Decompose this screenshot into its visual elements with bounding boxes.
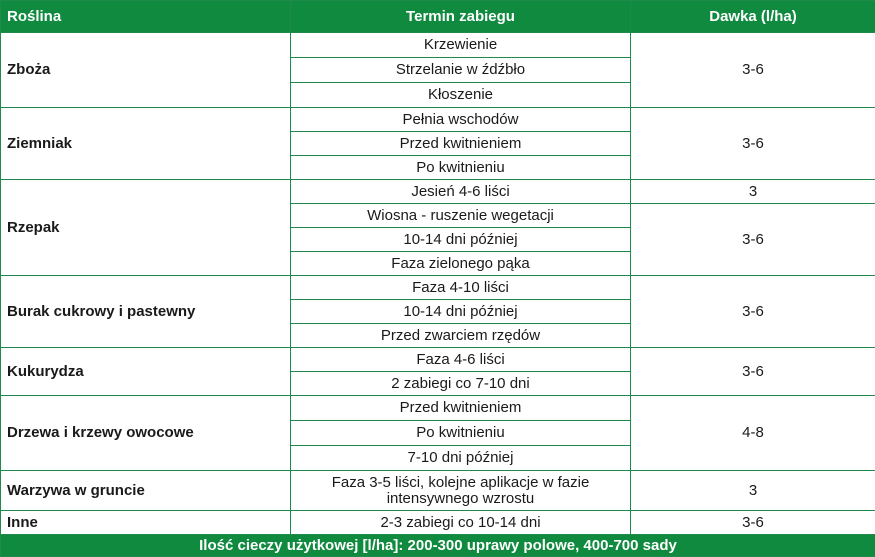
treatment-term: Po kwitnieniu <box>291 421 631 446</box>
treatment-term: 2 zabiegi co 7-10 dni <box>291 372 631 396</box>
dose-value: 3-6 <box>631 276 875 348</box>
dose-value: 3 <box>631 180 875 204</box>
table-header-row <box>1 1 875 33</box>
table-row <box>1 348 875 372</box>
treatment-term: 10-14 dni później <box>291 228 631 252</box>
table-row <box>1 180 875 204</box>
plant-name: Ziemniak <box>1 108 291 180</box>
treatment-term: 7-10 dni później <box>291 446 631 471</box>
dose-value: 3-6 <box>631 511 875 535</box>
treatment-term: Przed zwarciem rzędów <box>291 324 631 348</box>
treatment-term: Jesień 4-6 liści <box>291 180 631 204</box>
spray-volume-note: Ilość cieczy użytkowej [l/ha]: 200-300 uprawy polowe, 400-700 sady <box>1 535 875 557</box>
treatment-term: Przed kwitnieniem <box>291 132 631 156</box>
table-body <box>1 33 875 535</box>
treatment-term: Faza 4-6 liści <box>291 348 631 372</box>
dose-value: 3-6 <box>631 204 875 276</box>
treatment-term: Kłoszenie <box>291 83 631 108</box>
header-dose: Dawka (l/ha) <box>631 1 875 33</box>
dose-value: 4-8 <box>631 396 875 471</box>
plant-name: Warzywa w gruncie <box>1 471 291 511</box>
plant-name: Kukurydza <box>1 348 291 396</box>
treatment-term: Strzelanie w źdźbło <box>291 58 631 83</box>
treatment-term: Krzewienie <box>291 33 631 58</box>
table-row <box>1 276 875 300</box>
table-row <box>1 33 875 58</box>
dose-value: 3-6 <box>631 108 875 180</box>
footer-row <box>1 535 875 557</box>
treatment-term: 10-14 dni później <box>291 300 631 324</box>
plant-name: Inne <box>1 511 291 535</box>
header-plant: Roślina <box>1 1 291 33</box>
treatment-term: 2-3 zabiegi co 10-14 dni <box>291 511 631 535</box>
dose-value: 3-6 <box>631 348 875 396</box>
treatment-term: Pełnia wschodów <box>291 108 631 132</box>
dose-value: 3-6 <box>631 33 875 108</box>
treatment-term: Faza zielonego pąka <box>291 252 631 276</box>
treatment-term: Wiosna - ruszenie wegetacji <box>291 204 631 228</box>
treatment-term: Faza 4-10 liści <box>291 276 631 300</box>
table-row <box>1 108 875 132</box>
plant-name: Rzepak <box>1 180 291 276</box>
table-row <box>1 471 875 511</box>
dose-value: 3 <box>631 471 875 511</box>
plant-name: Zboża <box>1 33 291 108</box>
table-row <box>1 511 875 535</box>
treatment-term: Po kwitnieniu <box>291 156 631 180</box>
treatment-term: Przed kwitnieniem <box>291 396 631 421</box>
plant-name: Burak cukrowy i pastewny <box>1 276 291 348</box>
table-row <box>1 396 875 421</box>
plant-name: Drzewa i krzewy owocowe <box>1 396 291 471</box>
treatment-term: Faza 3-5 liści, kolejne aplikacje w fazie intensywnego wzrostu <box>291 471 631 511</box>
header-term: Termin zabiegu <box>291 1 631 33</box>
